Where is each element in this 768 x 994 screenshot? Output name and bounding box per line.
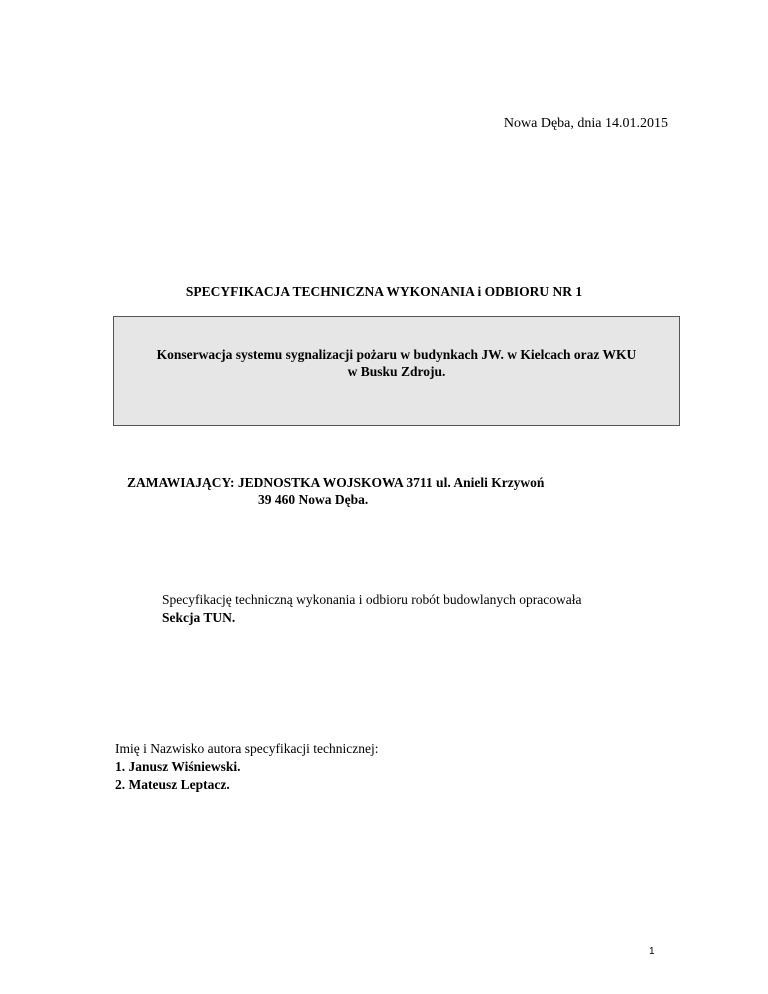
subject-box <box>113 316 680 426</box>
client-line-1: ZAMAWIAJĄCY: JEDNOSTKA WOJSKOWA 3711 ul. Anieli Krzywoń <box>127 475 545 490</box>
authors-label: Imię i Nazwisko autora specyfikacji technicznej: <box>115 741 379 756</box>
date-line: Nowa Dęba, dnia 14.01.2015 <box>503 116 668 131</box>
author-item: 2. Mateusz Leptacz. <box>115 777 230 792</box>
subject-line-2: w Busku Zdroju. <box>347 364 446 379</box>
subject-line-1: Konserwacja systemu sygnalizacji pożaru w budynkach JW. w Kielcach oraz WKU <box>156 347 637 362</box>
page-number: 1 <box>649 946 655 957</box>
specification-title: SPECYFIKACJA TECHNICZNA WYKONANIA i ODBIORU NR 1 <box>185 284 583 299</box>
client-line-2: 39 460 Nowa Dęba. <box>258 492 369 507</box>
prepared-by-line: Specyfikację techniczną wykonania i odbioru robót budowlanych opracowała <box>162 592 582 607</box>
prepared-by-section: Sekcja TUN. <box>162 610 236 625</box>
author-item: 1. Janusz Wiśniewski. <box>115 759 241 774</box>
